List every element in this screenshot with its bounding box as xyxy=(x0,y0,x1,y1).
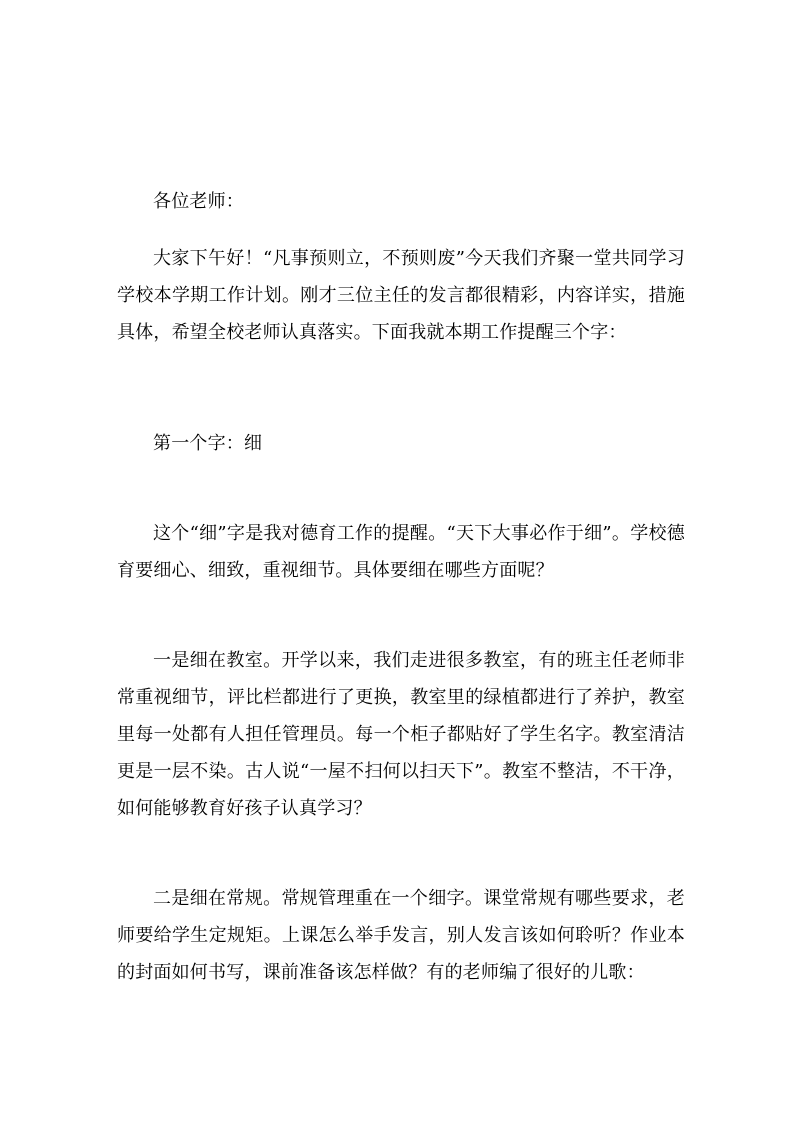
salutation: 各位老师： xyxy=(153,191,244,212)
section-heading-first-word: 第一个字：细 xyxy=(153,433,263,454)
moral-education-paragraph: 这个“细”字是我对德育工作的提醒。“天下大事必作于细”。学校德育要细心、细致，重视细节。具体要细在哪些方面呢？ xyxy=(117,523,685,581)
opening-paragraph: 大家下午好！“凡事预则立，不预则废”今天我们齐聚一堂共同学习学校本学期工作计划。刚才三位主任的发言都很精彩，内容详实，措施具体，希望全校老师认真落实。下面我就本期工作提醒三个字： xyxy=(117,248,685,343)
routine-paragraph: 二是细在常规。常规管理重在一个细字。课堂常规有哪些要求，老师要给学生定规矩。上课怎么举手发言，别人发言该如何聆听？作业本的封面如何书写，课前准备该怎样做？有的老师编了很好的儿歌： xyxy=(117,888,685,983)
classroom-paragraph: 一是细在教室。开学以来，我们走进很多教室，有的班主任老师非常重视细节，评比栏都进行了更换，教室里的绿植都进行了养护，教室里每一处都有人担任管理员。每一个柜子都贴好了学生名字。教室清洁更是一层不染。古人说“一屋不扫何以扫天下”。教室不整洁，不干净，如何能够教育好孩子认真学习？ xyxy=(117,650,685,819)
